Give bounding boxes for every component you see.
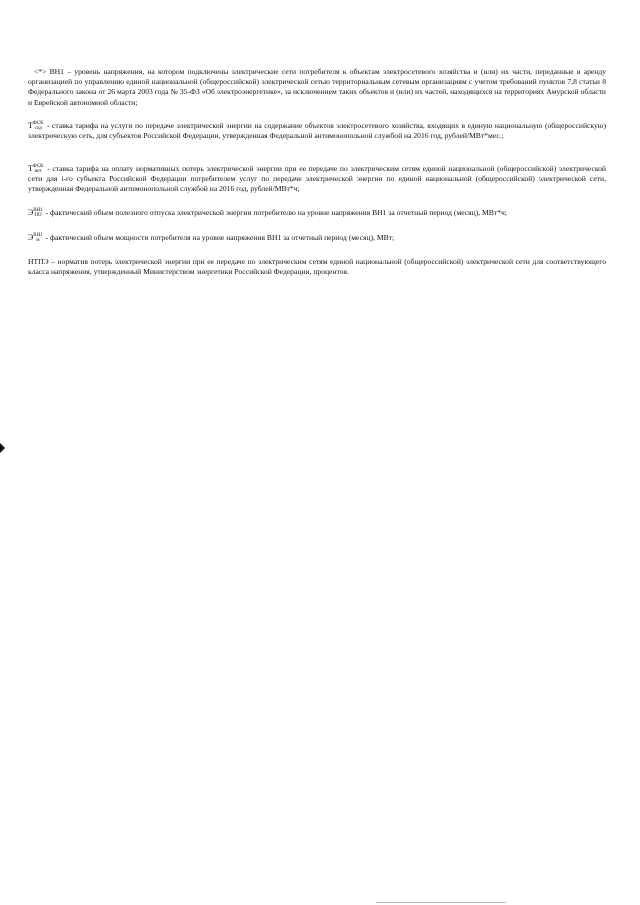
- definition-text: - ставка тарифа на услуги по передаче электрической энергии на содержание объектов электросетевого хозяйства, входящих в единую национальную (общероссийскую) электрическую сеть, для субъектов Российской Федерации, утвержденная Федеральной антимонопольной службой на 2016 год, рублей/МВт*мес.;: [28, 121, 606, 141]
- definition-tariff-maintenance: [28, 121, 606, 141]
- definition-text: - фактический объем полезного отпуска электрической энергии потребителю на уровне напряжения ВН1 за отчетный период (месяц), МВт*ч;: [43, 208, 507, 217]
- definition-tariff-losses: [28, 164, 606, 195]
- formula-symbol: Э: [28, 208, 34, 217]
- formula-indices: [33, 233, 42, 243]
- definition-capacity-volume: [28, 233, 606, 243]
- definition-text: - ставка тарифа на оплату нормативных потерь электрической энергии при ее передаче по электрическим сетям единой национальной (общероссийской) электрической сети для i-го субъекта Российской Федерации потребителем услуг по передаче электрической энергии по единой национальной (общероссийской) электрической сети, утвержденная Федеральной антимонопольной службой на 2016 год, рублей/МВт*ч;: [28, 164, 606, 194]
- formula-superscript: ВН1: [33, 233, 43, 239]
- page-edge-marker: [0, 443, 5, 453]
- formula-indices: [33, 164, 44, 174]
- footnote-vn1-definition: <*> ВН1 – уровень напряжения, на котором подключены электрические сети потребителя к объектам электросетевого хозяйства и (или) их части, переданные в аренду организацией по управлению единой национальной (общероссийской) электрической сетью территориальным сетевым организациям с учетом требований пунктов 7,8 статьи 8 Федерального закона от 26 марта 2003 года № 35-ФЗ «Об электроэнергетике», за исключением таких объектов и (или) их частей, находящихся на территориях Амурской области и Еврейской автономной области;: [28, 67, 606, 107]
- formula-superscript: ФСК: [32, 164, 44, 170]
- formula-subscript: сод: [34, 126, 42, 132]
- formula-symbol: T: [28, 164, 33, 173]
- bottom-edge-line: [376, 902, 506, 903]
- formula-subscript: м: [36, 238, 40, 244]
- formula-subscript: вот: [34, 169, 42, 175]
- definition-loss-standard: НТПЭ – норматив потерь электрической энергии при ее передаче по электрическим сетям единой национальной (общероссийской) электрической сети для соответствующего класса напряжения, утвержденный Министерством энергетики Российской Федерации, процентов.: [28, 257, 606, 277]
- definition-energy-volume: [28, 208, 606, 218]
- formula-indices: [33, 121, 44, 131]
- formula-superscript: ВН1: [33, 208, 43, 214]
- formula-superscript: ФСК: [32, 121, 44, 127]
- formula-indices: [33, 208, 42, 218]
- formula-subscript: ПО: [34, 213, 42, 219]
- definition-text: - фактический объем мощности потребителя на уровне напряжения ВН1 за отчетный период (месяц), МВт;: [43, 233, 395, 242]
- formula-symbol: Э: [28, 233, 34, 242]
- formula-symbol: T: [28, 121, 33, 130]
